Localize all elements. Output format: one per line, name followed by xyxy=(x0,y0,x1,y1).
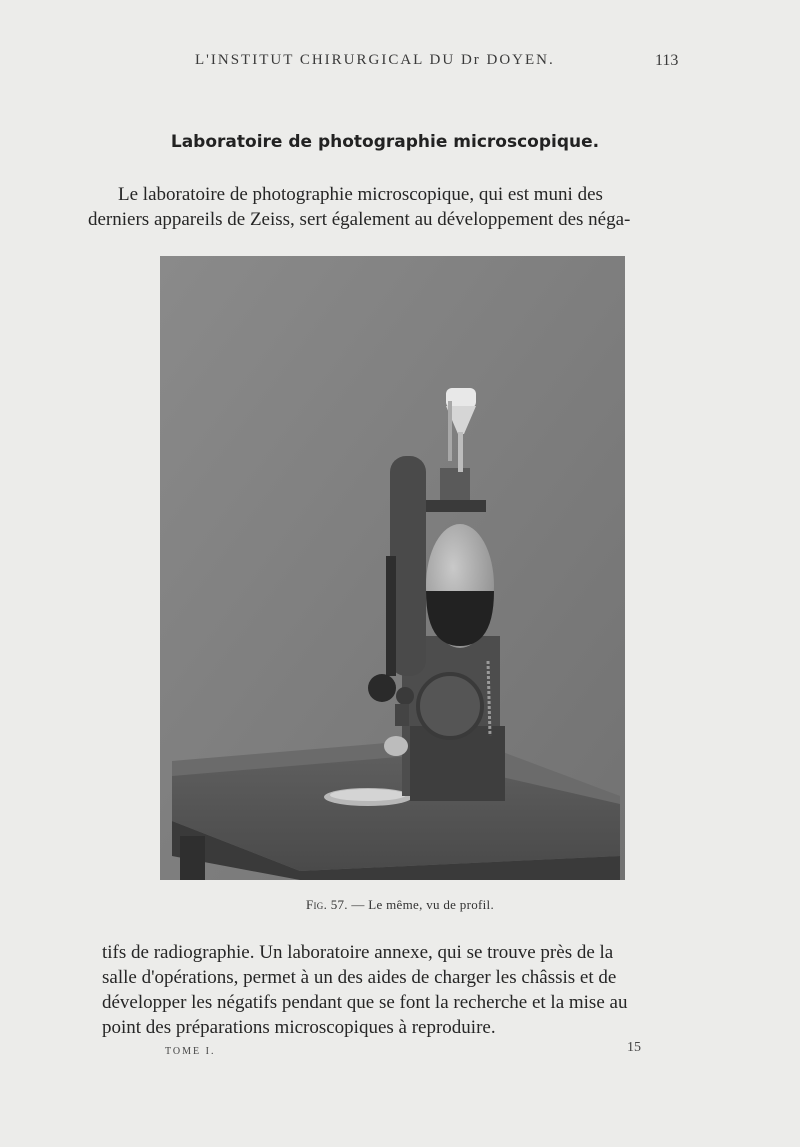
figure-caption-text: — Le même, vu de profil. xyxy=(347,897,495,912)
signature-mark: TOME I. xyxy=(165,1046,216,1057)
text-line: derniers appareils de Zeiss, sert également au développement des néga- xyxy=(88,209,631,230)
text-line: développer les négatifs pendant que se font la recherche et la mise au xyxy=(102,992,628,1013)
figure-caption xyxy=(0,897,800,913)
paragraph-top xyxy=(88,182,680,232)
paragraph-bottom xyxy=(102,940,700,1040)
text-line: Le laboratoire de photographie microscopique, qui est muni des xyxy=(118,184,603,205)
figure-label: Fig. 57. xyxy=(305,897,348,912)
text-line: tifs de radiographie. Un laboratoire annexe, qui se trouve près de la xyxy=(102,942,614,963)
page-number: 113 xyxy=(655,52,679,69)
sheet-number: 15 xyxy=(627,1040,641,1055)
text-line: salle d'opérations, permet à un des aides de charger les châssis et de xyxy=(102,967,617,988)
section-title: Laboratoire de photographie microscopique. xyxy=(170,132,600,152)
text-line: point des préparations microscopiques à reproduire. xyxy=(102,1017,496,1038)
figure-photograph xyxy=(160,256,625,880)
running-title: L'INSTITUT CHIRURGICAL DU Dr DOYEN. xyxy=(195,52,555,68)
